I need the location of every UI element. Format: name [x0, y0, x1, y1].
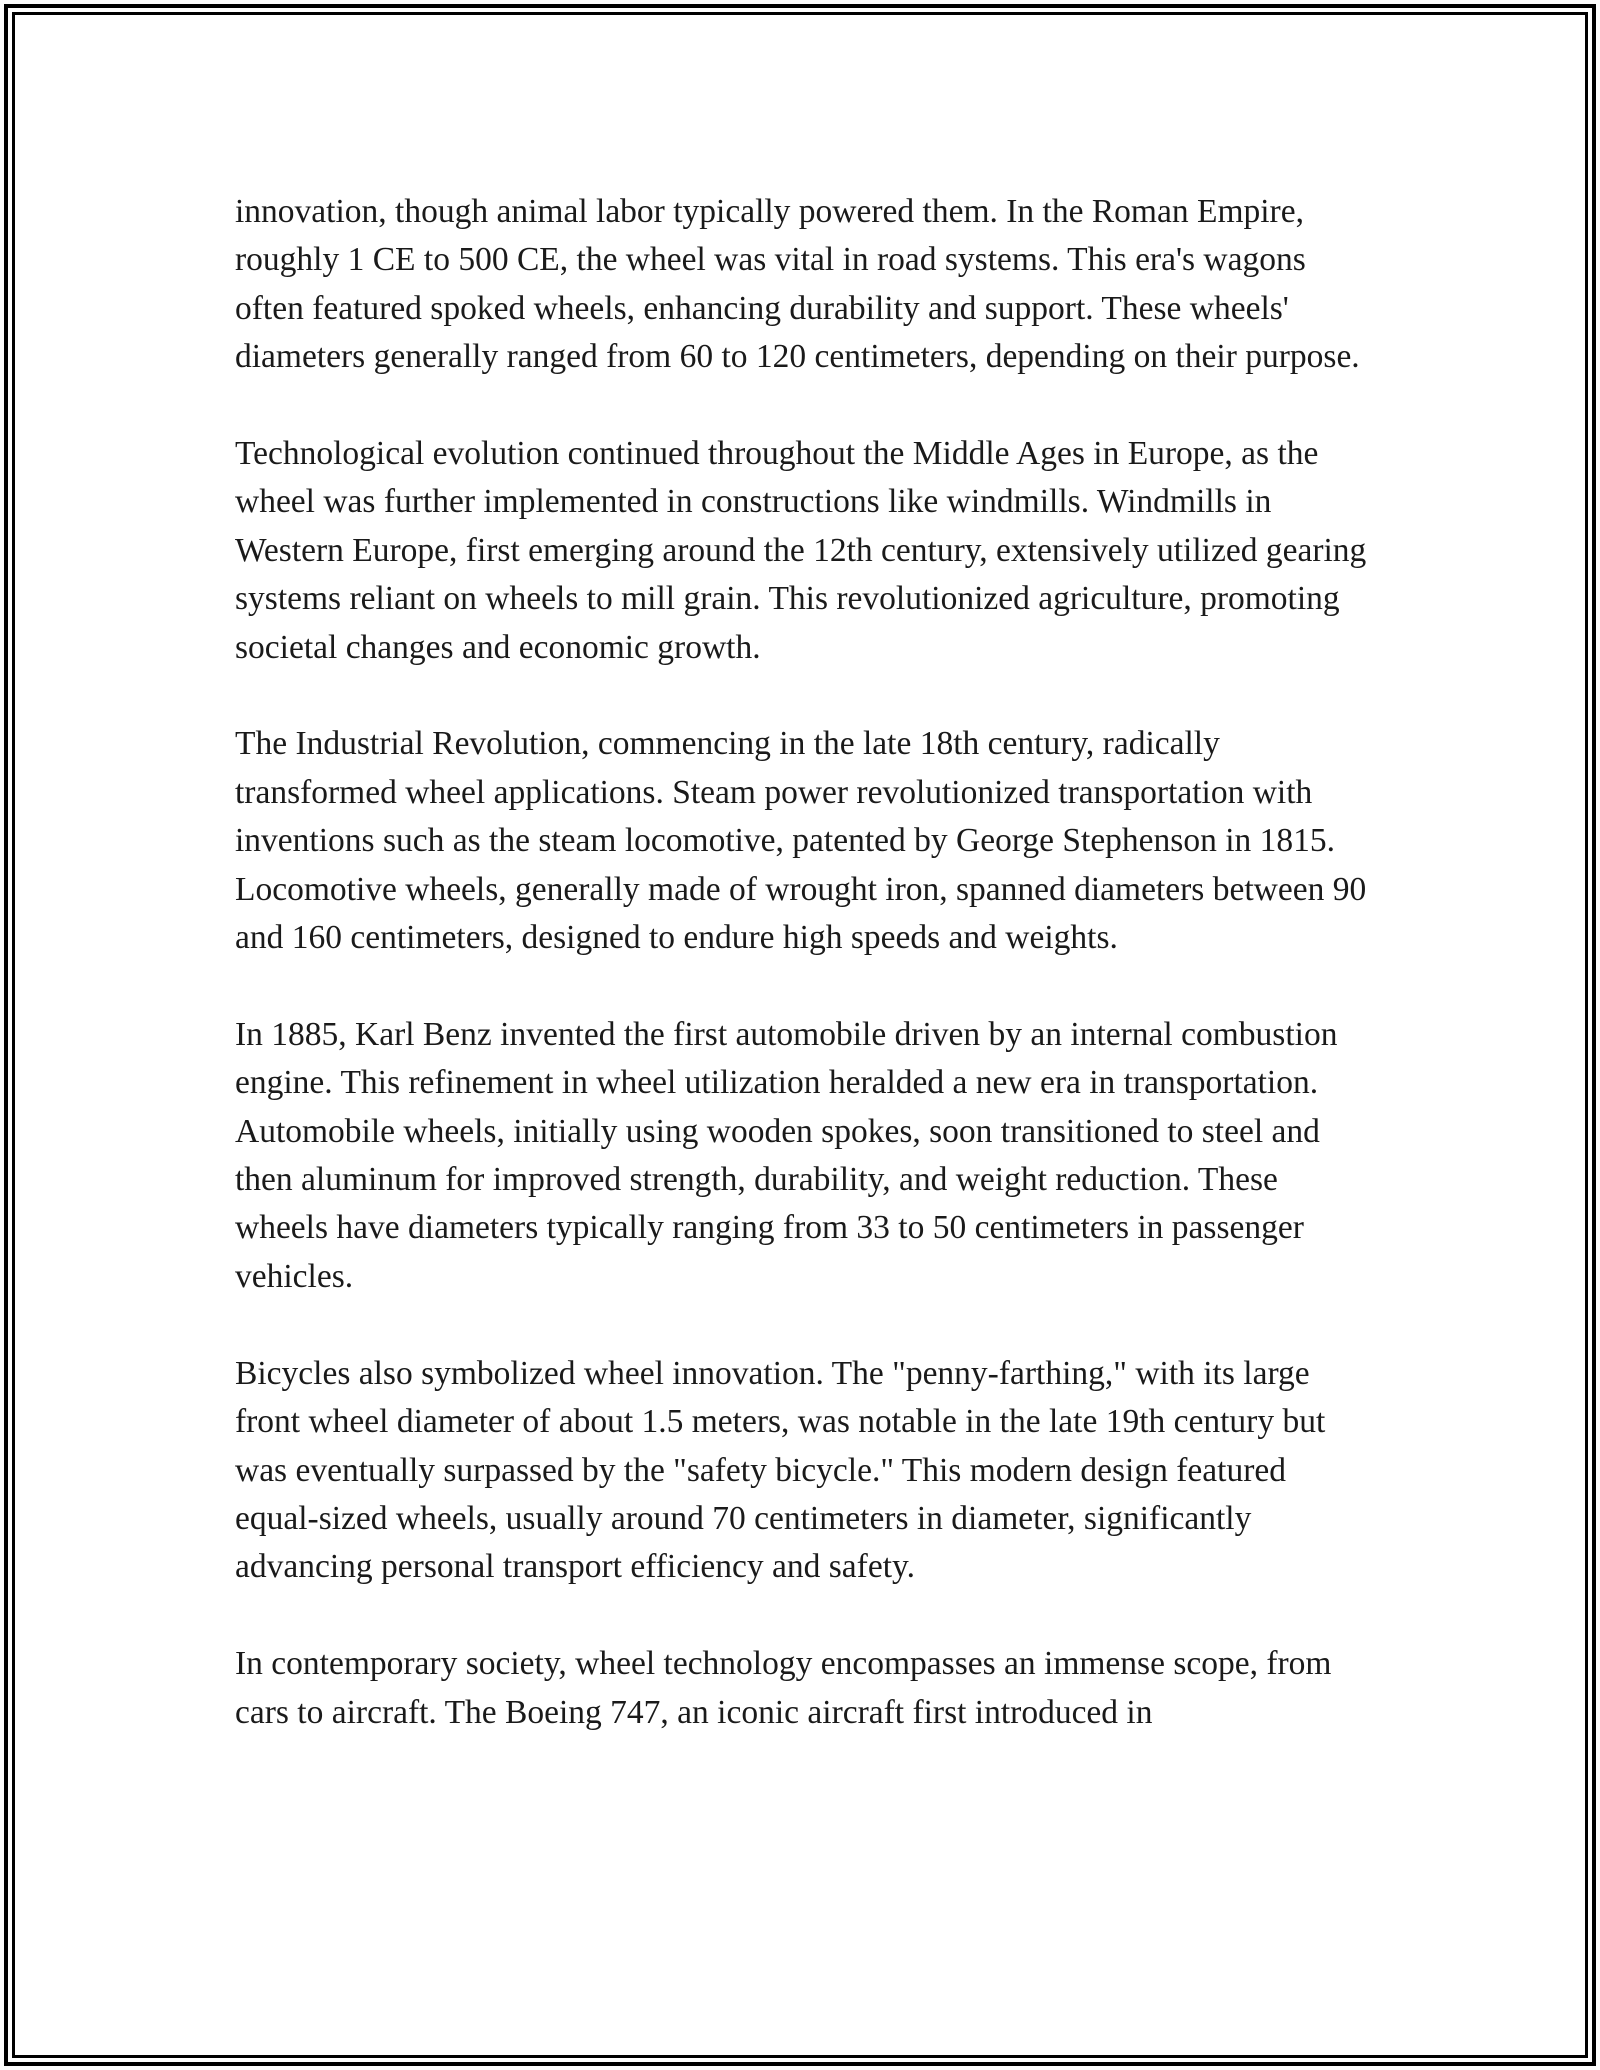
- paragraph-industrial-revolution: The Industrial Revolution, commencing in the late 18th century, radically transformed wheel applications. Steam power revolutionized transportation with inventions such as the steam locomotive, patented by George Stephenson in 1815. Locomotive wheels, generally made of wrought iron, spanned diameters between 90 and 160 centimeters, designed to endure high speeds and weights.: [235, 725, 1367, 957]
- paragraph-middle-ages: Technological evolution continued throughout the Middle Ages in Europe, as the wheel was further implemented in constructions like windmills. Windmills in Western Europe, first emerging around the 12th century, extensively utilized gearing systems reliant on wheels to mill grain. This revolutionized agriculture, promoting societal changes and economic growth.: [235, 435, 1367, 666]
- paragraph-contemporary: In contemporary society, wheel technology encompasses an immense scope, from cars to aircraft. The Boeing 747, an iconic aircraft first introduced in: [235, 1645, 1332, 1731]
- paragraph-roman-wheels: innovation, though animal labor typically powered them. In the Roman Empire, roughly 1 CE to 500 CE, the wheel was vital in road systems. This era's wagons often featured spoked wheels, enhancing durability and support. These wheels' diameters generally ranged from 60 to 120 centimeters, depending on their purpose.: [235, 193, 1360, 376]
- document-body: [235, 188, 1375, 1737]
- paragraph-bicycles: Bicycles also symbolized wheel innovation. The "penny-farthing," with its large front wheel diameter of about 1.5 meters, was notable in the late 19th century but was eventually surpassed by the "safety bicycle." This modern design featured equal-sized wheels, usually around 70 centimeters in diameter, significantly advancing personal transport efficiency and safety.: [235, 1354, 1326, 1586]
- paragraph-automobile: In 1885, Karl Benz invented the first automobile driven by an internal combustion engine. This refinement in wheel utilization heralded a new era in transportation. Automobile wheels, initially using wooden spokes, soon transitioned to steel and then aluminum for improved strength, durability, and weight reduction. These wheels have diameters typically ranging from 33 to 50 centimeters in passenger vehicles.: [235, 1015, 1338, 1295]
